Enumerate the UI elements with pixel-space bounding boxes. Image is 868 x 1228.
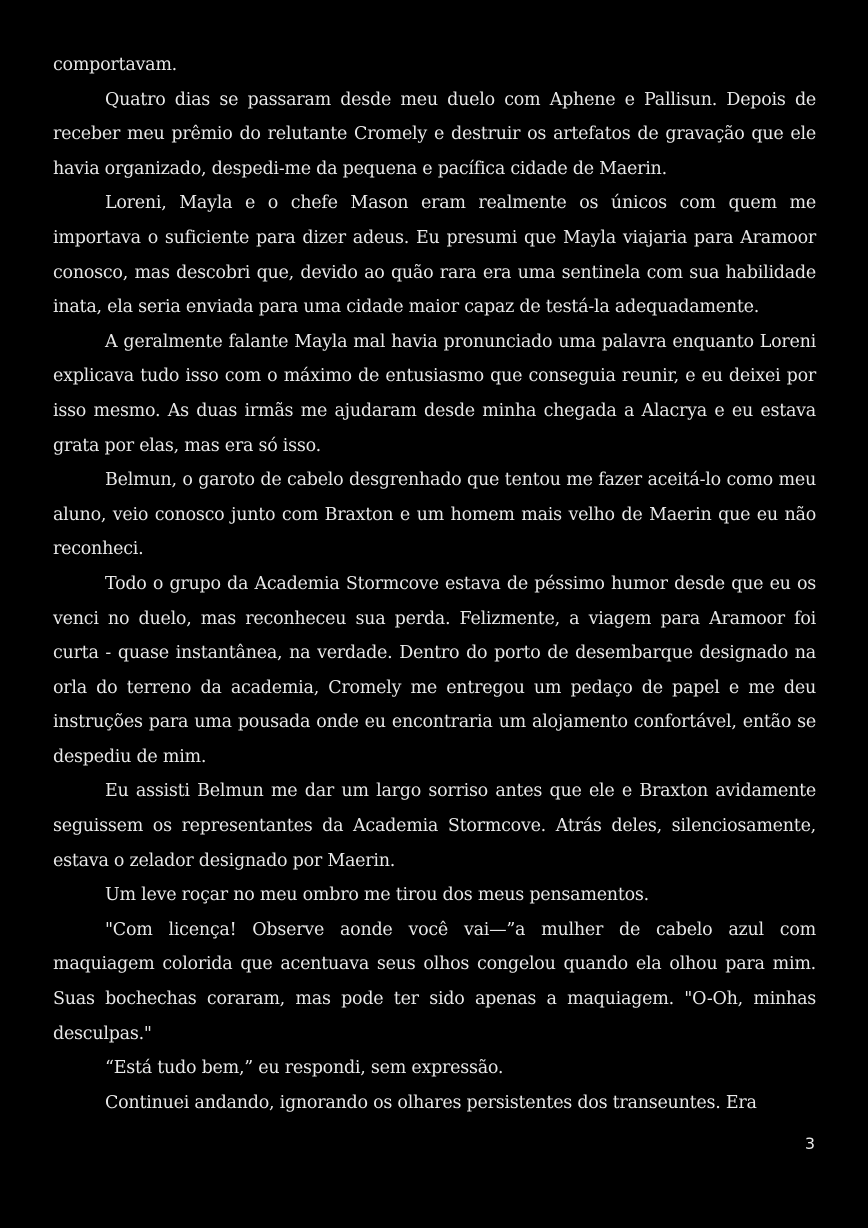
paragraph: Belmun, o garoto de cabelo desgrenhado que tentou me fazer aceitá-lo como meu aluno, veio conosco junto com Braxton e um homem mais velho de Maerin que eu não reconheci. bbox=[53, 470, 816, 560]
paragraph-last: Continuei andando, ignorando os olhares persistentes dos transeuntes. Era bbox=[105, 1092, 757, 1113]
paragraph: Um leve roçar no meu ombro me tirou dos meus pensamentos. bbox=[105, 885, 649, 906]
paragraph: "Com licença! Observe aonde você vai—”a mulher de cabelo azul com maquiagem colorida que acentuava seus olhos congelou quando ela olhou para mim. Suas bochechas coraram, mas pode ter sido apenas a maquiagem. "O-Oh, minhas desculpas." bbox=[53, 919, 816, 1044]
page-number: 3 bbox=[804, 1134, 815, 1153]
paragraph: Quatro dias se passaram desde meu duelo com Aphene e Pallisun. Depois de receber meu prêmio do relutante Cromely e destruir os artefatos de gravação que ele havia organizado, despedi-me da pequena e pacífica cidade de Maerin. bbox=[53, 89, 816, 179]
paragraph: A geralmente falante Mayla mal havia pronunciado uma palavra enquanto Loreni explicava tudo isso com o máximo de entusiasmo que conseguia reunir, e eu deixei por isso mesmo. As duas irmãs me ajudaram desde minha chegada a Alacrya e eu estava grata por elas, mas era só isso. bbox=[53, 331, 816, 456]
paragraph: Eu assisti Belmun me dar um largo sorriso antes que ele e Braxton avidamente seguissem os representantes da Academia Stormcove. Atrás deles, silenciosamente, estava o zelador designado por Maerin. bbox=[53, 781, 816, 871]
paragraph: Todo o grupo da Academia Stormcove estava de péssimo humor desde que eu os venci no duelo, mas reconheceu sua perda. Felizmente, a viagem para Aramoor foi curta - quase instantânea, na verdade. Dentro do porto de desembarque designado na orla do terreno da academia, Cromely me entregou um pedaço de papel e me deu instruções para uma pousada onde eu encontraria um alojamento confortável, então se despediu de mim. bbox=[53, 573, 816, 767]
document-body bbox=[53, 48, 816, 1120]
paragraph: Loreni, Mayla e o chefe Mason eram realmente os únicos com quem me importava o suficiente para dizer adeus. Eu presumi que Mayla viajaria para Aramoor conosco, mas descobri que, devido ao quão rara era uma sentinela com sua habilidade inata, ela seria enviada para uma cidade maior capaz de testá-la adequadamente. bbox=[53, 193, 816, 318]
paragraph: comportavam. bbox=[53, 55, 177, 75]
paragraph: “Está tudo bem,” eu respondi, sem expressão. bbox=[105, 1058, 504, 1079]
